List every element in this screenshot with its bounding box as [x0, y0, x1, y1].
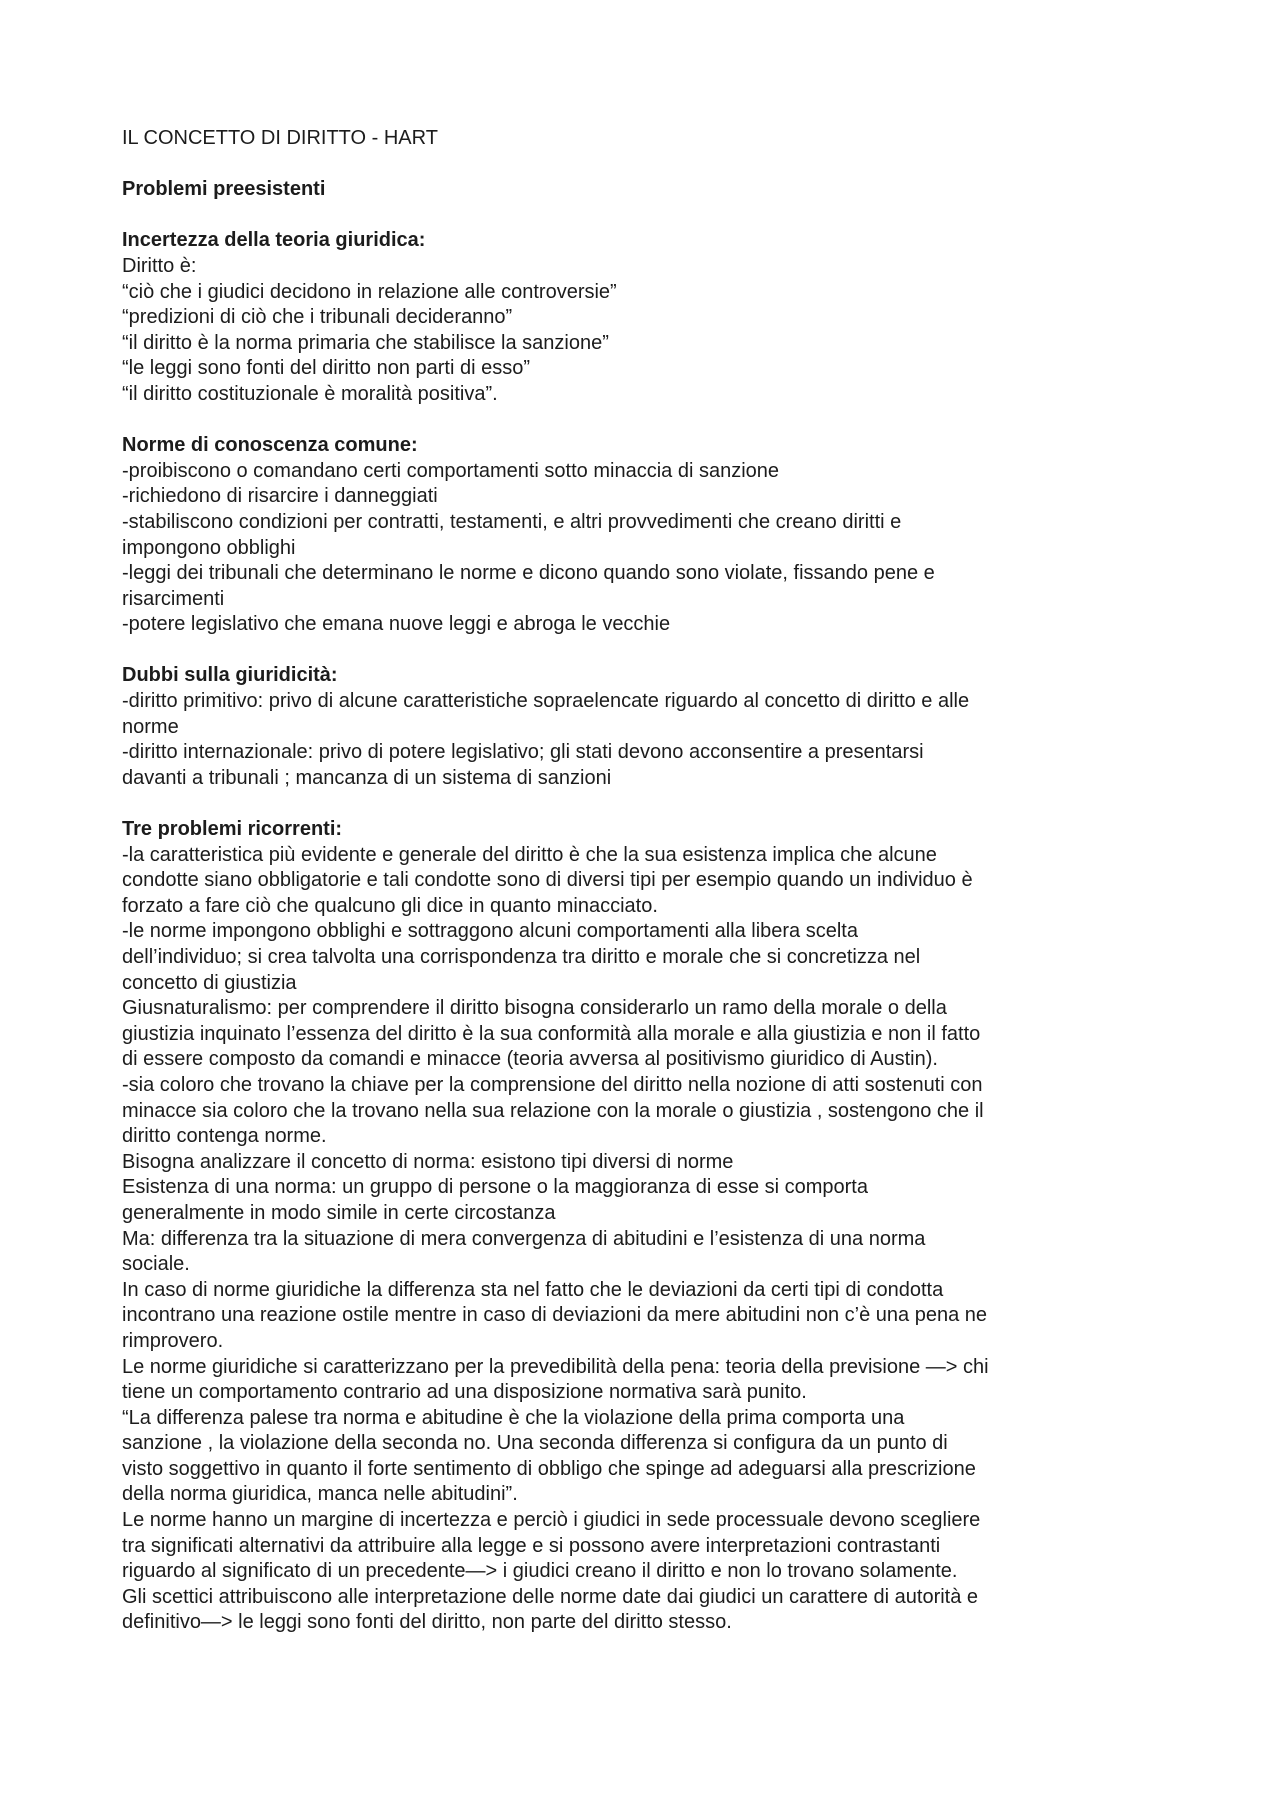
paragraph-line: Ma: differenza tra la situazione di mera convergenza di abitudini e l’esistenza di una norma [122, 1227, 926, 1250]
paragraph-line: generalmente in modo simile in certe circostanza [122, 1201, 556, 1224]
paragraph-line: -potere legislativo che emana nuove leggi e abroga le vecchie [122, 613, 671, 636]
paragraph-line: forzato a fare ciò che qualcuno gli dice in quanto minacciato. [122, 894, 658, 917]
paragraph-line: riguardo al significato di un precedente—> i giudici creano il diritto e non lo trovano solamente. [122, 1560, 958, 1583]
paragraph-line: “il diritto è la norma primaria che stabilisce la sanzione” [122, 331, 609, 354]
document-title: IL CONCETTO DI DIRITTO - HART [122, 127, 438, 149]
paragraph-line: giustizia inquinato l’essenza del diritto è la sua conformità alla morale e alla giustizia e non il fatto [122, 1022, 981, 1045]
paragraph-line: “La differenza palese tra norma e abitudine è che la violazione della prima comporta una [122, 1406, 905, 1429]
document-page [122, 126, 1182, 1636]
paragraph-line: -stabiliscono condizioni per contratti, testamenti, e altri provvedimenti che creano diritti e [122, 510, 902, 533]
paragraph-line: Diritto è: [122, 254, 197, 277]
paragraph-line: In caso di norme giuridiche la differenza sta nel fatto che le deviazioni da certi tipi di condotta [122, 1278, 944, 1301]
paragraph-line: -leggi dei tribunali che determinano le norme e dicono quando sono violate, fissando pene e [122, 562, 935, 585]
paragraph-line: Esistenza di una norma: un gruppo di persone o la maggioranza di esse si comporta [122, 1176, 868, 1199]
section-heading: Problemi preesistenti [122, 178, 326, 201]
paragraph-line: Giusnaturalismo: per comprendere il diritto bisogna considerarlo un ramo della morale o della [122, 997, 947, 1020]
paragraph-line: -le norme impongono obblighi e sottraggono alcuni comportamenti alla libera scelta [122, 920, 858, 943]
paragraph-line: impongono obblighi [122, 536, 296, 559]
paragraph-line: Gli scettici attribuiscono alle interpretazione delle norme date dai giudici un carattere di autorità e [122, 1585, 979, 1608]
paragraph-line: Bisogna analizzare il concetto di norma: esistono tipi diversi di norme [122, 1150, 734, 1173]
section [122, 228, 1182, 433]
section [122, 433, 1182, 663]
paragraph-line: -proibiscono o comandano certi comportamenti sotto minaccia di sanzione [122, 459, 780, 482]
paragraph-line: definitivo—> le leggi sono fonti del diritto, non parte del diritto stesso. [122, 1611, 732, 1634]
paragraph-line: “ciò che i giudici decidono in relazione alle controversie” [122, 280, 617, 303]
spacer [122, 408, 1182, 434]
section-heading: Norme di conoscenza comune: [122, 434, 418, 457]
section-heading: Tre problemi ricorrenti: [122, 818, 343, 841]
section-list [122, 177, 1182, 1636]
section [122, 817, 1182, 1636]
paragraph-line: visto soggettivo in quanto il forte sentimento di obbligo che spinge ad adeguarsi alla prescrizione [122, 1457, 976, 1480]
paragraph-line: -sia coloro che trovano la chiave per la comprensione del diritto nella nozione di atti sostenuti con [122, 1073, 983, 1096]
paragraph-line: rimprovero. [122, 1329, 224, 1352]
paragraph-line: della norma giuridica, manca nelle abitudini”. [122, 1483, 518, 1506]
spacer [122, 638, 1182, 664]
spacer [122, 203, 1182, 229]
paragraph-line: -la caratteristica più evidente e generale del diritto è che la sua esistenza implica che alcune [122, 843, 937, 866]
section [122, 663, 1182, 817]
paragraph-line: “le leggi sono fonti del diritto non parti di esso” [122, 357, 531, 380]
paragraph-line: -diritto primitivo: privo di alcune caratteristiche sopraelencate riguardo al concetto di diritto e alle [122, 690, 970, 713]
paragraph-line: -diritto internazionale: privo di potere legislativo; gli stati devono acconsentire a presentarsi [122, 741, 924, 764]
section-heading: Incertezza della teoria giuridica: [122, 229, 426, 252]
paragraph-line: minacce sia coloro che la trovano nella sua relazione con la morale o giustizia , sostengono che il [122, 1099, 984, 1122]
paragraph-line: risarcimenti [122, 587, 225, 610]
paragraph-line: tiene un comportamento contrario ad una disposizione normativa sarà punito. [122, 1381, 807, 1404]
paragraph-line: concetto di giustizia [122, 971, 297, 994]
spacer [122, 152, 1182, 178]
paragraph-line: Le norme giuridiche si caratterizzano per la prevedibilità della pena: teoria della previsione —> chi [122, 1355, 989, 1378]
paragraph-line: Le norme hanno un margine di incertezza e perciò i giudici in sede processuale devono scegliere [122, 1509, 981, 1532]
paragraph-line: sanzione , la violazione della seconda no. Una seconda differenza si configura da un punto di [122, 1432, 948, 1455]
paragraph-line: “predizioni di ciò che i tribunali decideranno” [122, 306, 513, 329]
paragraph-line: diritto contenga norme. [122, 1125, 327, 1148]
paragraph-line: condotte siano obbligatorie e tali condotte sono di diversi tipi per esempio quando un individuo è [122, 869, 973, 892]
spacer [122, 791, 1182, 817]
paragraph-line: sociale. [122, 1253, 190, 1276]
paragraph-line: davanti a tribunali ; mancanza di un sistema di sanzioni [122, 766, 612, 789]
paragraph-line: -richiedono di risarcire i danneggiati [122, 485, 438, 508]
paragraph-line: dell’individuo; si crea talvolta una corrispondenza tra diritto e morale che si concretizza nel [122, 946, 921, 968]
paragraph-line: tra significati alternativi da attribuire alla legge e si possono avere interpretazioni contrastanti [122, 1534, 941, 1557]
section [122, 177, 1182, 228]
paragraph-line: di essere composto da comandi e minacce (teoria avversa al positivismo giuridico di Austin). [122, 1048, 938, 1071]
section-heading: Dubbi sulla giuridicità: [122, 664, 338, 687]
paragraph-line: “il diritto costituzionale è moralità positiva”. [122, 382, 498, 405]
paragraph-line: incontrano una reazione ostile mentre in caso di deviazioni da mere abitudini non c’è una pena ne [122, 1304, 988, 1327]
paragraph-line: norme [122, 715, 179, 738]
